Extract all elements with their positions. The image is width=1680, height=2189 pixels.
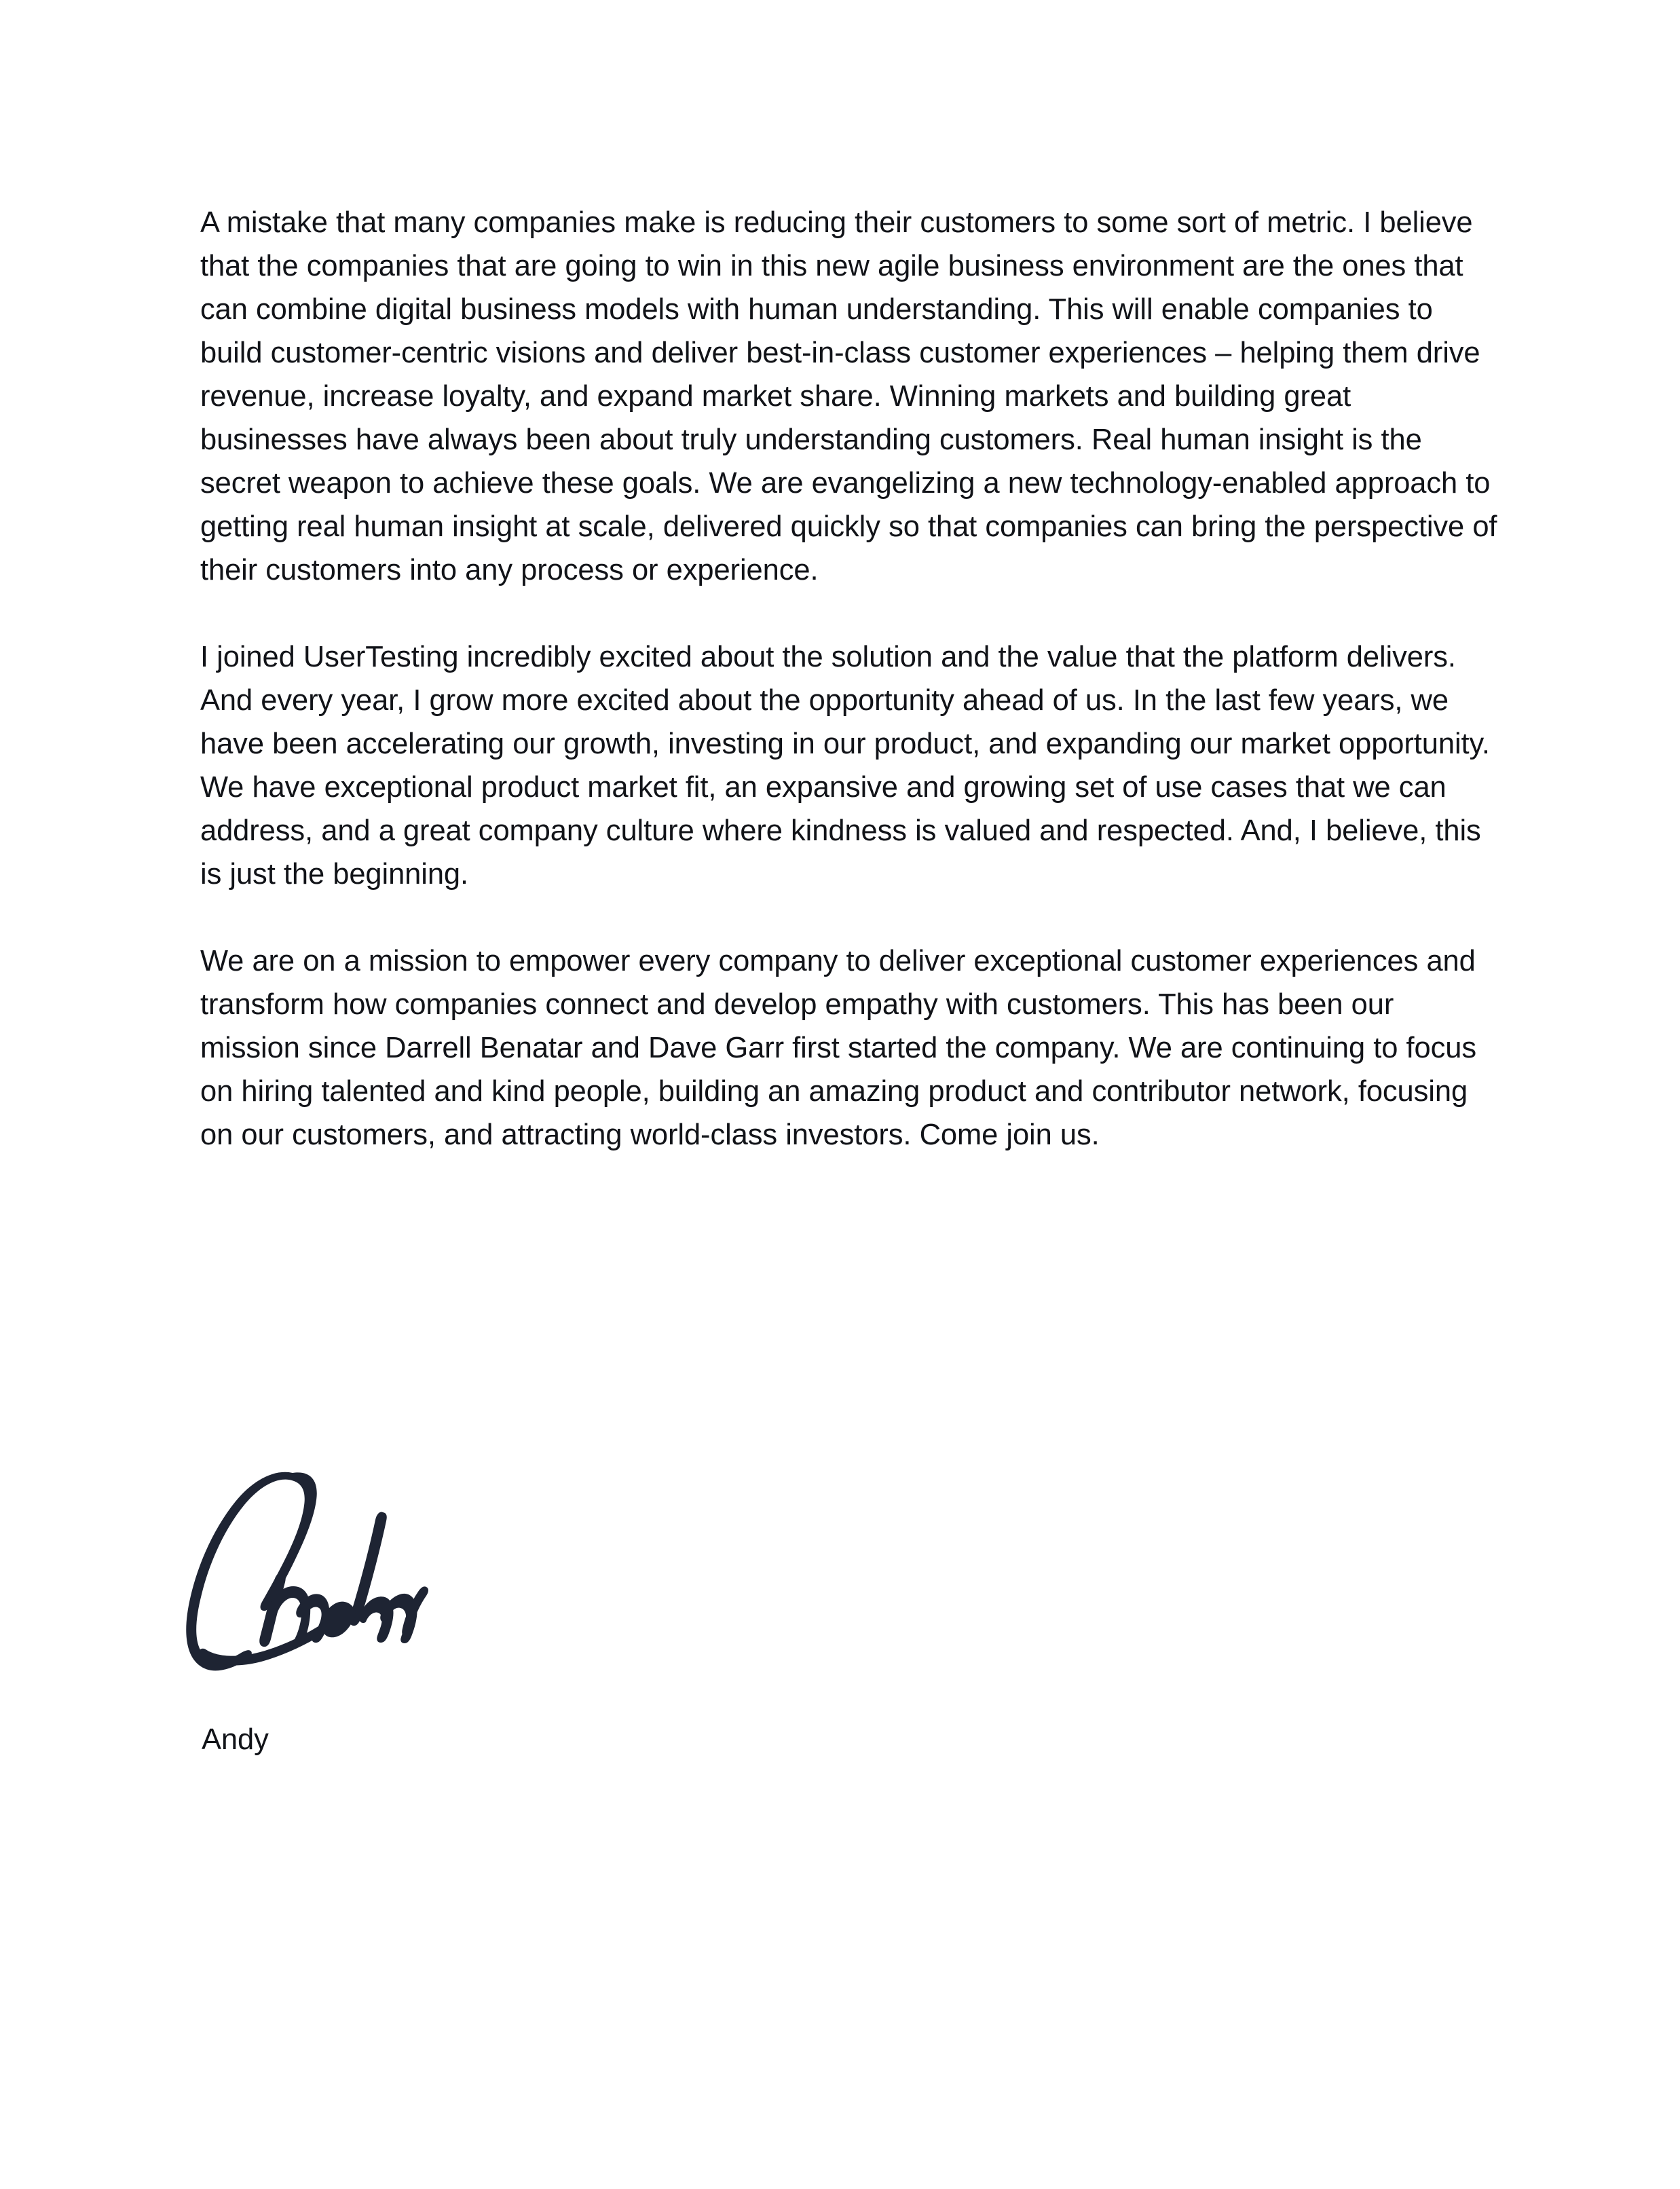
signature-block	[173, 1453, 648, 1756]
signoff-name: Andy	[202, 1723, 269, 1756]
letter-paragraph-3: We are on a mission to empower every company to deliver exceptional customer experiences and transform how companies connect and develop empathy with customers. This has been our mission since Darrell Benatar and Dave Garr first started the company. We are continuing to focus on hiring talented and kind people, building an amazing product and contributor network, focusing on our customers, and attracting world-class investors. Come join us.	[200, 945, 1476, 1151]
letter-paragraph-1: A mistake that many companies make is reducing their customers to some sort of metric. I believe that the companies that are going to win in this new agile business environment are the ones that can combine digital business models with human understanding. This will enable companies to build customer-centric visions and deliver best-in-class customer experiences – helping them drive revenue, increase loyalty, and expand market share. Winning markets and building great businesses have always been about truly understanding customers. Real human insight is the secret weapon to achieve these goals. We are evangelizing a new technology-enabled approach to getting real human insight at scale, delivered quickly so that companies can bring the perspective of their customers into any process or experience.	[200, 206, 1497, 586]
handwritten-signature-icon	[173, 1453, 458, 1677]
letter-body	[200, 201, 1500, 1157]
letter-paragraph-2: I joined UserTesting incredibly excited about the solution and the value that the platform delivers. And every year, I grow more excited about the opportunity ahead of us. In the last few years, we have been accelerating our growth, investing in our product, and expanding our market opportunity. We have exceptional product market fit, an expansive and growing set of use cases that we can address, and a great company culture where kindness is valued and respected. And, I believe, this is just the beginning.	[200, 641, 1490, 891]
